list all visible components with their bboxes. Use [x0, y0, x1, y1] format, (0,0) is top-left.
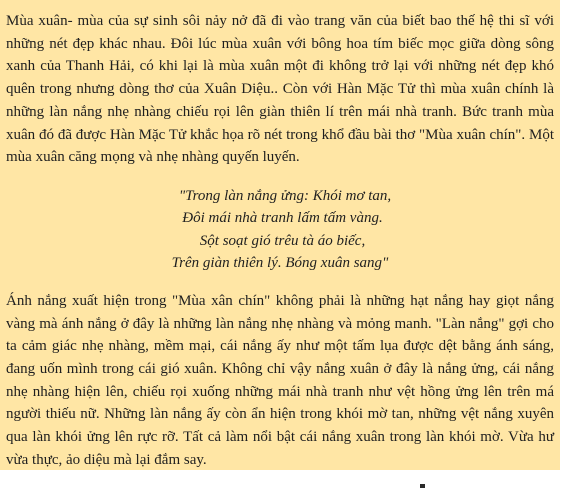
- analysis-paragraph: Ánh nắng xuất hiện trong "Mùa xân chín" không phải là những hạt nắng hay giọt nắng vàng mà ánh nắng ở đây là những làn nắng nhẹ nhàng và mỏng manh. "Làn nắng" gợi cho ta cảm giác nhẹ nhàng, mềm mại, cái nắng ấy như một tấm lụa được dệt bằng ánh sáng, đang uốn mình trong cái gió xuân. Không chỉ vậy nắng xuân ở đây là nắng ửng, cái nắng nhẹ nhàng hiện lên, chiếu rọi xuống những mái nhà tranh như vệt hồng ửng lên trên má người thiếu nữ. Những làn nắng ấy còn ẩn hiện trong khói mờ tan, những vệt nắng xuyên qua làn khói ửng lên rực rỡ. Tất cả làm nổi bật cái nắng xuân trong làn khói mờ. Vừa hư vừa thực, ảo diệu mà lại đắm say.: [6, 292, 554, 468]
- poem-line: "Trong làn nắng ửng: Khói mơ tan,: [178, 187, 392, 204]
- poem-line: Trên giàn thiên lý. Bóng xuân sang": [171, 255, 389, 272]
- poem-line: Sột soạt gió trêu tà áo biếc,: [199, 232, 366, 249]
- poem-stanza: [6, 185, 554, 275]
- intro-paragraph: Mùa xuân- mùa của sự sinh sôi nảy nở đã đi vào trang văn của biết bao thế hệ thi sĩ với những nét đẹp khác nhau. Đôi lúc mùa xuân với bông hoa tím biếc mọc giữa dòng sông xanh của Thanh Hải, có khi lại là mùa xuân một đi không trở lại với những nét đẹp khó quên trong nhưng dòng thơ của Xuân Diệu.. Còn với Hàn Mặc Tử thì mùa xuân chính là những làn nắng nhẹ nhàng chiếu rọi lên giàn thiên lí trên mái nhà tranh. Bức tranh mùa xuân đó đã được Hàn Mặc Tử khắc họa rõ nét trong khổ đầu bài thơ "Mùa xuân chín". Một mùa xuân căng mọng và nhẹ nhàng quyến luyến.: [6, 13, 554, 166]
- poem-line: Đôi mái nhà tranh lấm tấm vàng.: [182, 210, 383, 227]
- cropped-glyph-fragment: [420, 484, 425, 488]
